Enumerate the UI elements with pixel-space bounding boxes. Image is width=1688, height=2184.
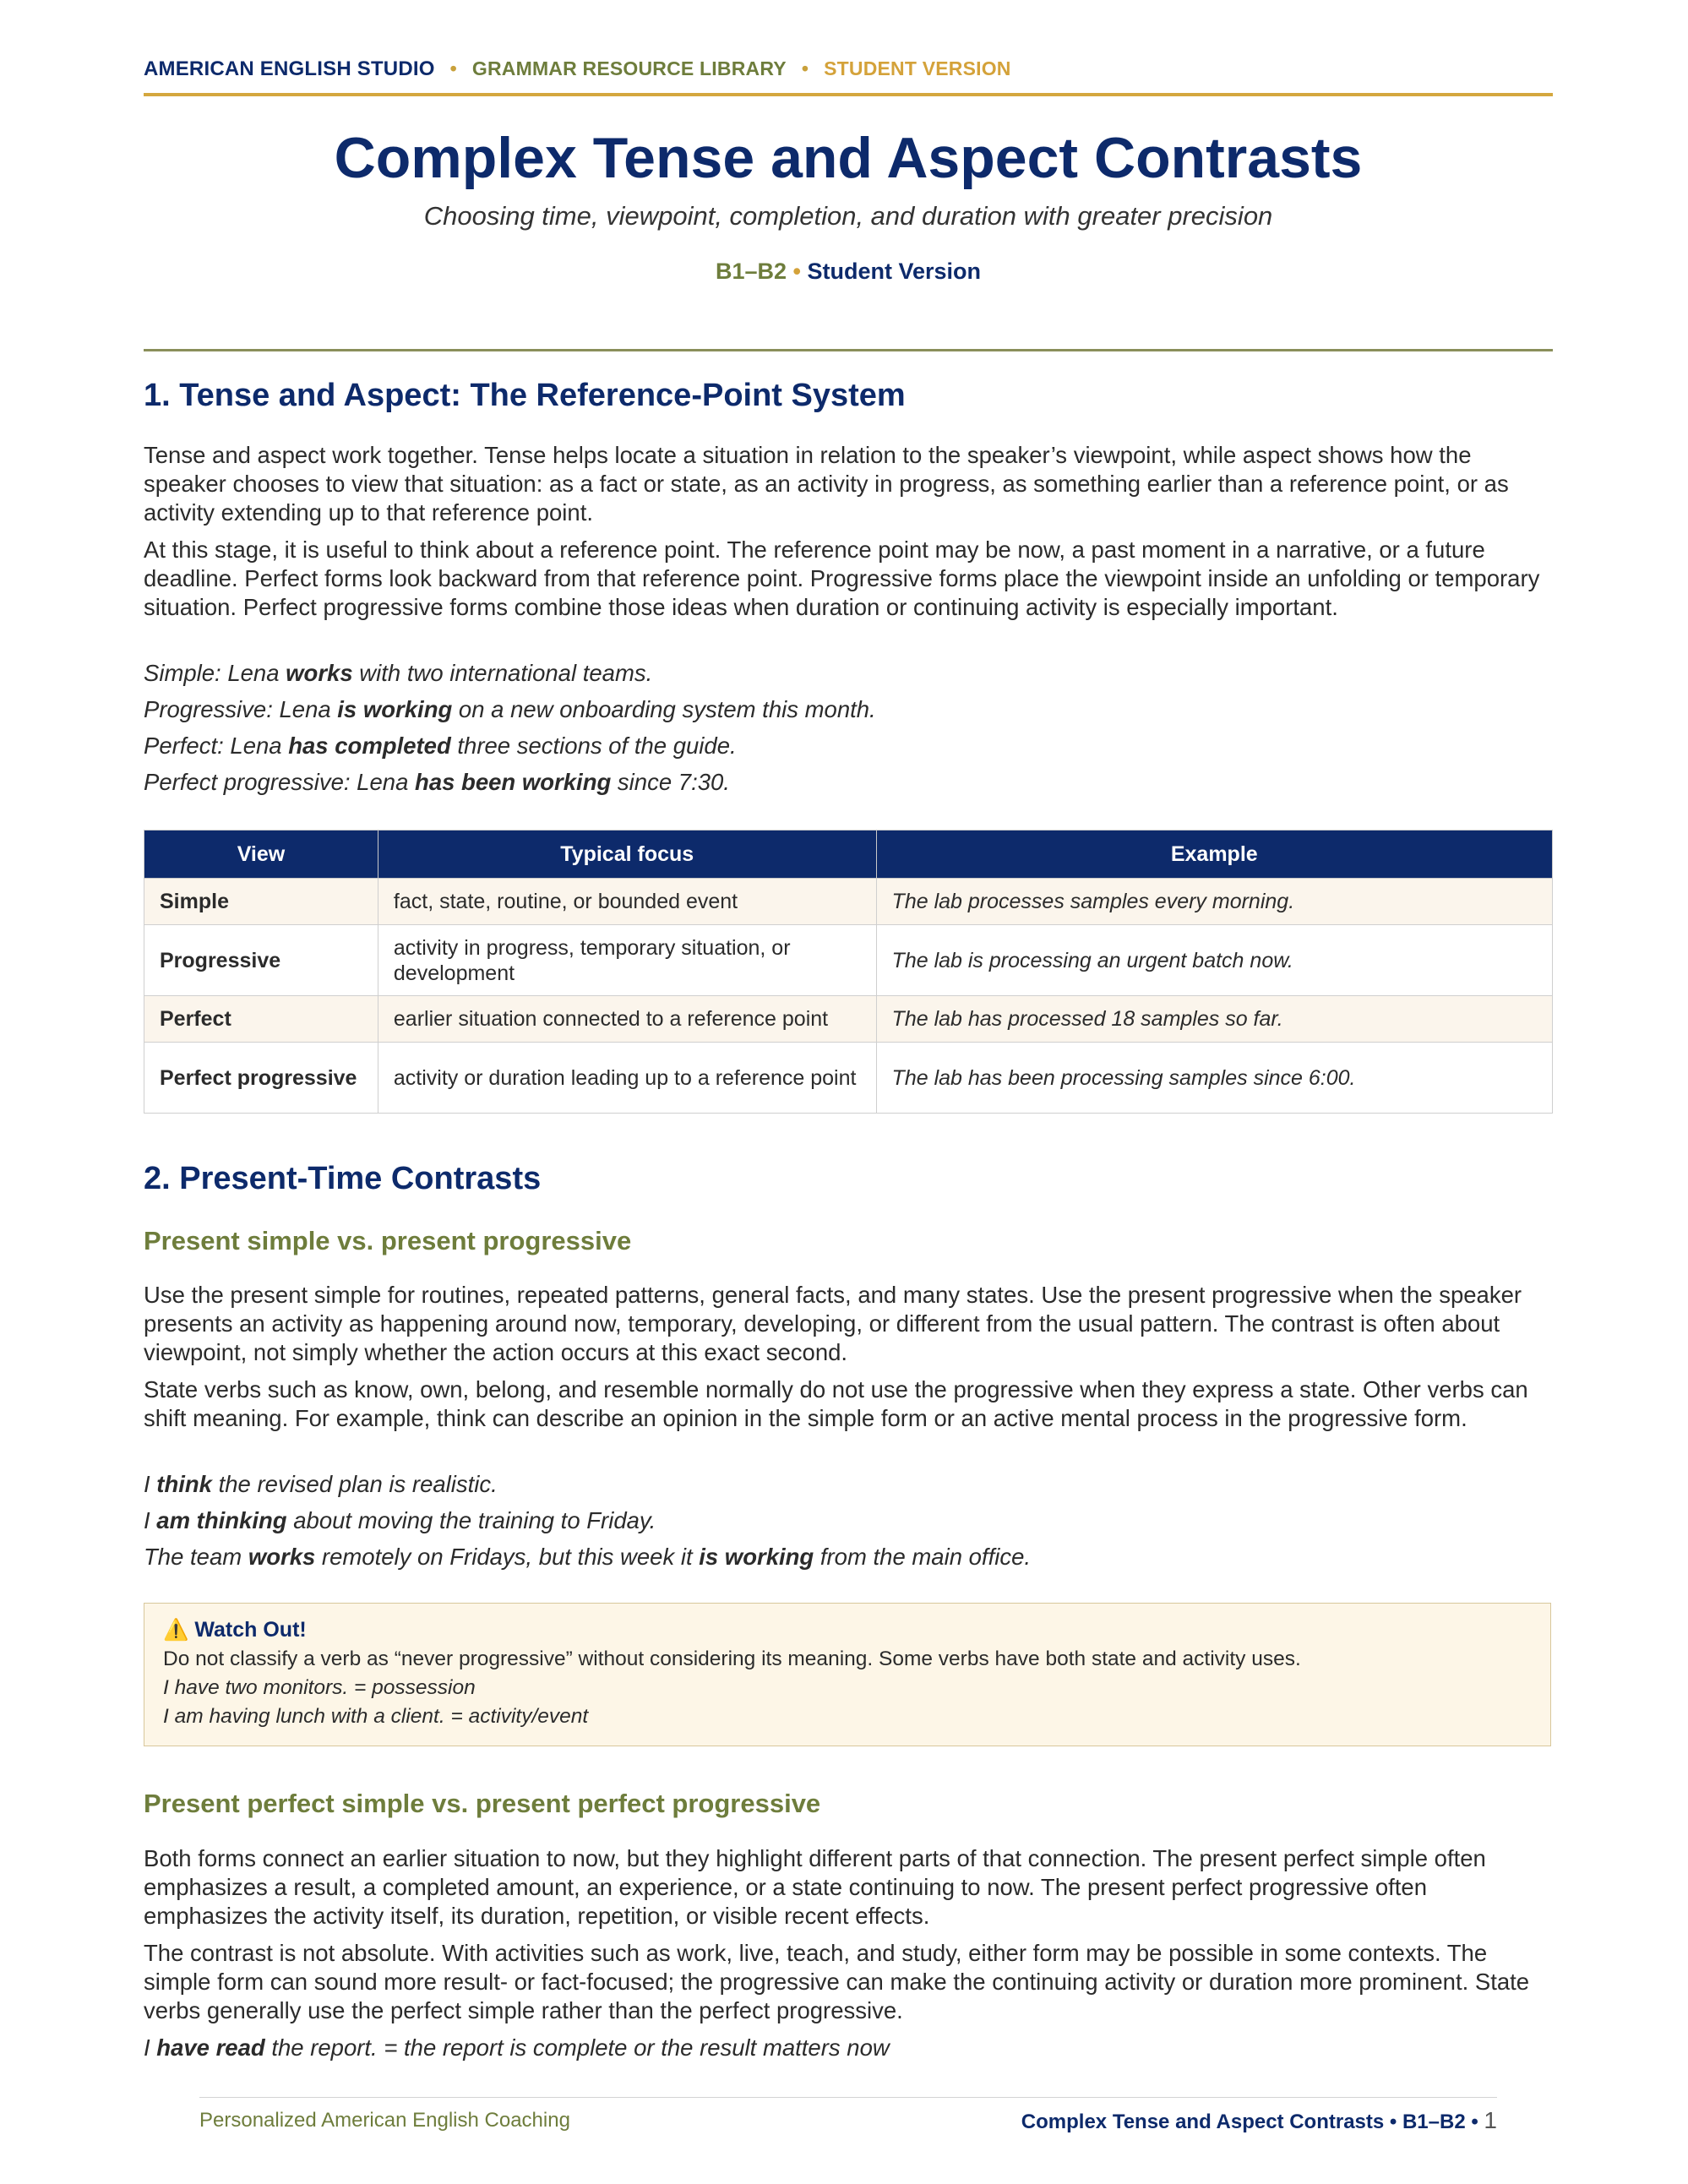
paragraph: At this stage, it is useful to think about a reference point. The reference point may be now, a past moment in a narrative, or a future deadline. Perfect forms look backward from that reference point. Progressive forms place the viewpoint inside an unfolding or temporary situation. Perfect progressive forms combine those ideas when duration or continuing activity is especially important. bbox=[144, 536, 1540, 620]
table-cell: earlier situation connected to a reference point bbox=[378, 996, 876, 1043]
table-row bbox=[144, 925, 1553, 996]
table-header-row bbox=[144, 831, 1553, 879]
table-cell: Perfect bbox=[144, 996, 378, 1043]
example-text: Simple: Lena bbox=[144, 660, 286, 686]
column-header: Example bbox=[876, 831, 1552, 879]
footer-left: Personalized American English Coaching bbox=[199, 2109, 570, 2132]
example-text: three sections of the guide. bbox=[450, 733, 737, 759]
example-text: remotely on Fridays, but this week it bbox=[315, 1544, 700, 1570]
callout-text: Do not classify a verb as “never progressive” without considering its meaning. Some verbs have both state and activity uses. bbox=[163, 1648, 1301, 1670]
paragraph: Tense and aspect work together. Tense helps locate a situation in relation to the speaker’s viewpoint, while aspect shows how the speaker chooses to view that situation: as a fact or state, as an activity in progress, as something earlier than a reference point, or as activity extending up to that reference point. bbox=[144, 442, 1509, 526]
example-sentence bbox=[144, 732, 1553, 760]
table-row bbox=[144, 879, 1553, 925]
level-badge bbox=[144, 259, 1553, 285]
table-cell: fact, state, routine, or bounded event bbox=[378, 879, 876, 925]
example-sentence bbox=[144, 659, 1553, 688]
table-cell: The lab is processing an urgent batch now. bbox=[876, 925, 1552, 996]
section-divider bbox=[144, 349, 1553, 351]
example-text: since 7:30. bbox=[611, 769, 730, 795]
example-text: with two international teams. bbox=[352, 660, 653, 686]
example-text: the report. = the report is complete or the result matters now bbox=[264, 2034, 890, 2061]
paragraph: Use the present simple for routines, repeated patterns, general facts, and many states. Use the present progressive when the speaker presents an activity as happening around now, temporary, developing, or different from the usual pattern. The contrast is often about viewpoint, not simply whether the action occurs at this exact second. bbox=[144, 1282, 1522, 1365]
table-cell: The lab processes samples every morning. bbox=[876, 879, 1552, 925]
paragraph: Both forms connect an earlier situation to now, but they highlight different parts of that connection. The present perfect simple often emphasizes a result, a completed amount, an experience, or a state continuing to now. The present perfect progressive often emphasizes the activity itself, its duration, repetition, or visible recent effects. bbox=[144, 1845, 1486, 1929]
warning-icon: ⚠️ bbox=[163, 1619, 189, 1642]
footer-title: Complex Tense and Aspect Contrasts • B1–B2 • bbox=[1021, 2110, 1478, 2133]
example-verb: is working bbox=[337, 696, 453, 722]
table-cell: Simple bbox=[144, 879, 378, 925]
table-cell: Perfect progressive bbox=[144, 1043, 378, 1114]
table-cell: Progressive bbox=[144, 925, 378, 996]
example-verb: has completed bbox=[288, 733, 451, 759]
header-rule bbox=[144, 93, 1553, 96]
table-cell: activity or duration leading up to a reference point bbox=[378, 1043, 876, 1114]
example-verb: think bbox=[156, 1471, 212, 1497]
table-cell: activity in progress, temporary situation, or development bbox=[378, 925, 876, 996]
example-text: I bbox=[144, 1507, 157, 1533]
example-verb: am thinking bbox=[156, 1507, 287, 1533]
header-separator: • bbox=[449, 57, 457, 79]
level-version: Student Version bbox=[807, 259, 982, 284]
footer-right bbox=[1021, 2107, 1497, 2134]
callout-title-line bbox=[163, 1615, 1532, 1645]
document-title: Complex Tense and Aspect Contrasts bbox=[334, 126, 1363, 190]
header-separator: • bbox=[801, 57, 809, 79]
callout-example: I have two monitors. = possession bbox=[163, 1676, 476, 1699]
example-verb: is working bbox=[699, 1544, 814, 1570]
callout-title: Watch Out! bbox=[194, 1618, 307, 1642]
section-heading: 2. Present-Time Contrasts bbox=[144, 1161, 542, 1196]
aspect-table bbox=[144, 830, 1553, 1114]
example-sentence bbox=[144, 1506, 1553, 1535]
example-text: about moving the training to Friday. bbox=[286, 1507, 656, 1533]
example-text: The team bbox=[144, 1544, 248, 1570]
footer-rule bbox=[199, 2097, 1497, 2098]
header-version: STUDENT VERSION bbox=[824, 57, 1011, 79]
header-brand: AMERICAN ENGLISH STUDIO bbox=[144, 57, 435, 80]
example-text: I bbox=[144, 1471, 157, 1497]
example-text: Perfect progressive: Lena bbox=[144, 769, 416, 795]
example-verb: has been working bbox=[415, 769, 612, 795]
example-sentence bbox=[144, 1543, 1553, 1571]
example-verb: works bbox=[286, 660, 353, 686]
header-library: GRAMMAR RESOURCE LIBRARY bbox=[471, 57, 787, 79]
table-row bbox=[144, 996, 1553, 1043]
example-sentence bbox=[144, 1470, 1553, 1499]
example-verb: have read bbox=[156, 2034, 265, 2061]
example-sentence bbox=[144, 768, 1553, 797]
running-header bbox=[144, 57, 1553, 81]
column-header: View bbox=[144, 831, 378, 879]
callout-example: I am having lunch with a client. = activity/event bbox=[163, 1705, 589, 1728]
example-text: the revised plan is realistic. bbox=[211, 1471, 498, 1497]
subsection-heading: Present perfect simple vs. present perfect progressive bbox=[144, 1789, 821, 1818]
table-row bbox=[144, 1043, 1553, 1114]
column-header: Typical focus bbox=[378, 831, 876, 879]
example-text: I bbox=[144, 2034, 157, 2061]
example-text: Progressive: Lena bbox=[144, 696, 338, 722]
paragraph: The contrast is not absolute. With activities such as work, live, teach, and study, either form may be possible in some contexts. The simple form can sound more result- or fact-focused; the progressive can make the continuing activity or duration more prominent. State verbs generally use the perfect simple rather than the perfect progressive. bbox=[144, 1940, 1530, 2023]
table-cell: The lab has been processing samples since 6:00. bbox=[876, 1043, 1552, 1114]
example-text: Perfect: Lena bbox=[144, 733, 289, 759]
section-heading: 1. Tense and Aspect: The Reference-Point System bbox=[144, 378, 906, 413]
table-cell: The lab has processed 18 samples so far. bbox=[876, 996, 1552, 1043]
example-verb: works bbox=[248, 1544, 316, 1570]
page-number: 1 bbox=[1484, 2107, 1497, 2133]
level-range: B1–B2 bbox=[715, 259, 787, 284]
document-subtitle: Choosing time, viewpoint, completion, and duration with greater precision bbox=[423, 201, 1273, 231]
example-text: from the main office. bbox=[814, 1544, 1031, 1570]
paragraph: State verbs such as know, own, belong, and resemble normally do not use the progressive when they express a state. Other verbs can shift meaning. For example, think can describe an opinion in the simple form or an active mental process in the progressive form. bbox=[144, 1376, 1528, 1431]
watch-out-callout bbox=[144, 1603, 1551, 1746]
level-separator: • bbox=[792, 259, 801, 284]
example-sentence bbox=[144, 695, 1553, 724]
example-sentence bbox=[144, 2034, 1553, 2062]
example-text: on a new onboarding system this month. bbox=[452, 696, 876, 722]
subsection-heading: Present simple vs. present progressive bbox=[144, 1226, 632, 1255]
